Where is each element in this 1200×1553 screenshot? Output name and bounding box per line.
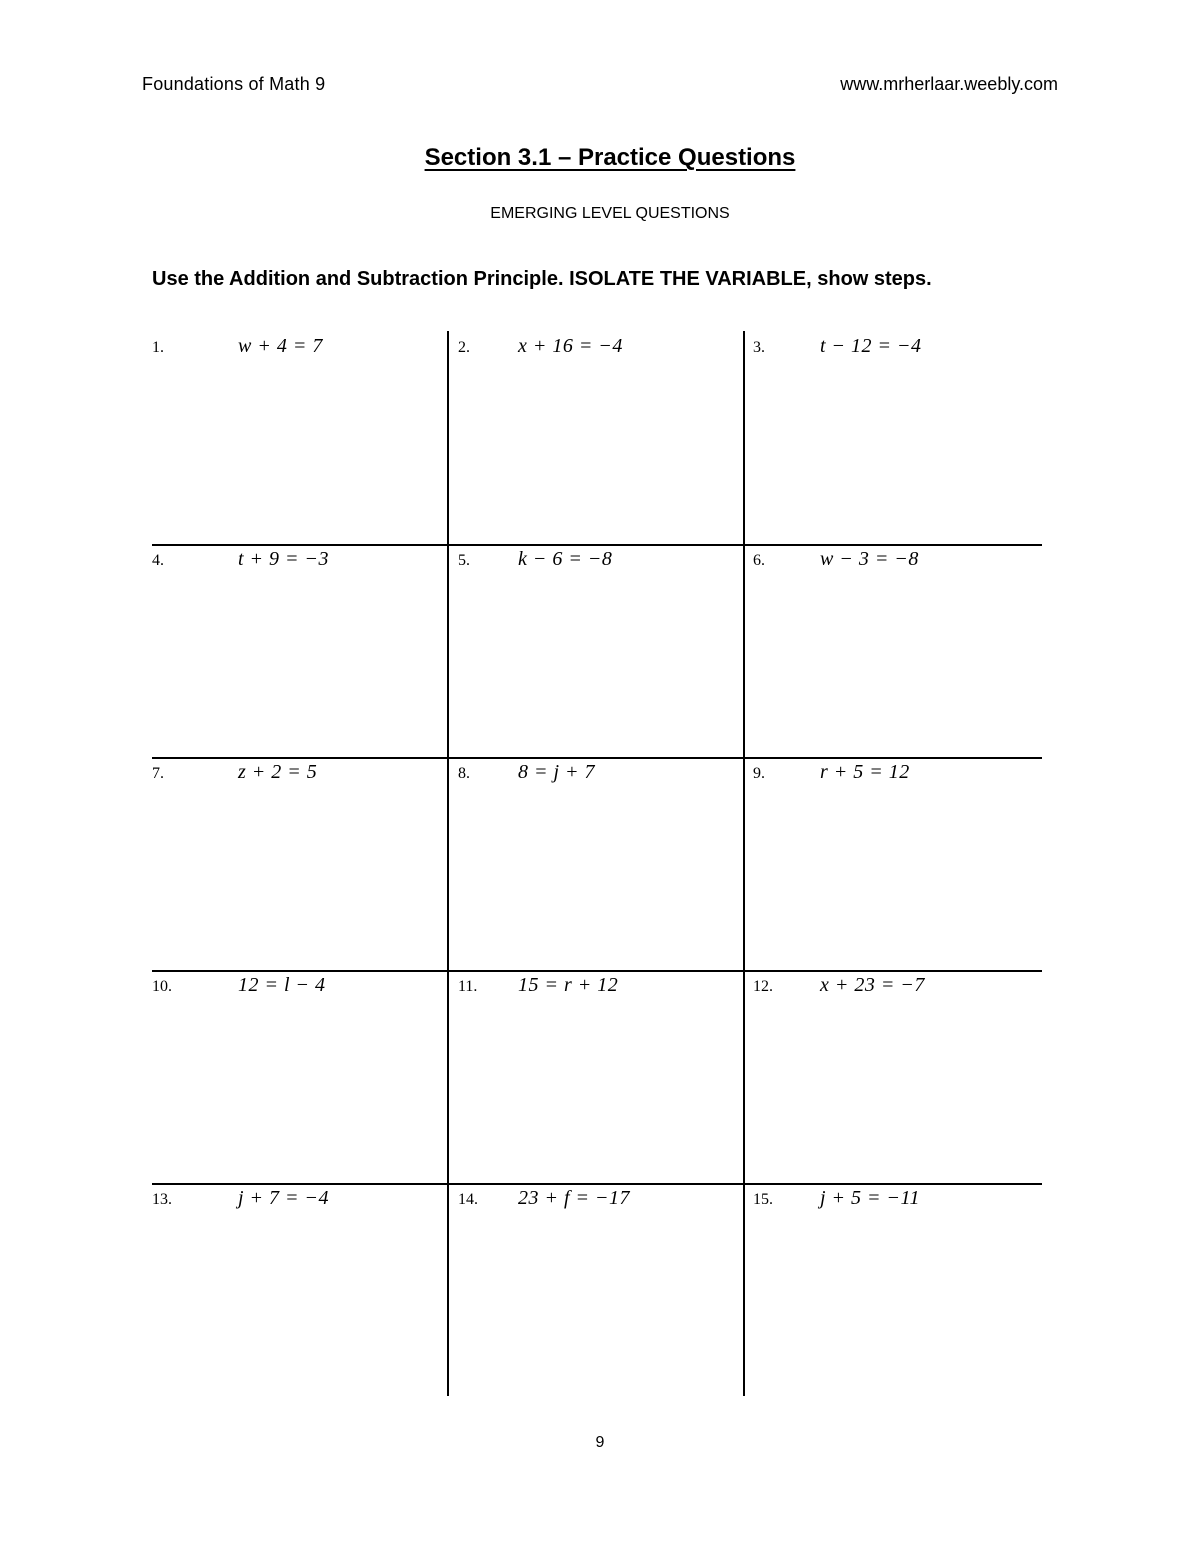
question-equation: j + 7 = −4	[238, 1187, 330, 1209]
question-equation: x + 23 = −7	[820, 974, 925, 996]
question-equation: w + 4 = 7	[238, 335, 323, 357]
question-number: 5.	[458, 552, 470, 569]
question-equation: 12 = l − 4	[238, 974, 326, 996]
question-equation: k − 6 = −8	[518, 548, 613, 570]
question-number: 4.	[152, 552, 164, 569]
question-cell	[744, 331, 1040, 544]
question-equation: j + 5 = −11	[820, 1187, 921, 1209]
question-number: 8.	[458, 765, 470, 782]
question-number: 1.	[152, 339, 164, 356]
question-equation: x + 16 = −4	[518, 335, 623, 357]
question-number: 6.	[753, 552, 765, 569]
question-cell	[744, 970, 1040, 1183]
question-equation: 23 + f = −17	[518, 1187, 631, 1209]
instructions: Use the Addition and Subtraction Principle. ISOLATE THE VARIABLE, show steps.	[152, 268, 932, 290]
question-cell	[152, 544, 448, 757]
question-number: 15.	[753, 1191, 773, 1208]
level-heading: EMERGING LEVEL QUESTIONS	[490, 205, 730, 222]
question-cell	[152, 757, 448, 970]
question-cell	[152, 970, 448, 1183]
question-equation: t − 12 = −4	[820, 335, 922, 357]
page-number: 9	[595, 1434, 605, 1451]
question-grid	[152, 331, 1042, 1396]
question-equation: r + 5 = 12	[820, 761, 910, 783]
header-website: www.mrherlaar.weebly.com	[840, 74, 1058, 94]
question-cell	[448, 757, 744, 970]
question-number: 7.	[152, 765, 164, 782]
question-cell	[744, 1183, 1040, 1396]
question-number: 12.	[753, 978, 773, 995]
header-course-title: Foundations of Math 9	[142, 74, 326, 94]
question-cell	[448, 1183, 744, 1396]
question-equation: z + 2 = 5	[238, 761, 318, 783]
question-equation: 8 = j + 7	[518, 761, 596, 783]
page-title: Section 3.1 – Practice Questions	[424, 144, 796, 171]
question-equation: 15 = r + 12	[518, 974, 619, 996]
question-equation: t + 9 = −3	[238, 548, 330, 570]
question-cell	[152, 331, 448, 544]
question-cell	[744, 544, 1040, 757]
question-number: 14.	[458, 1191, 478, 1208]
question-cell	[448, 970, 744, 1183]
question-cell	[744, 757, 1040, 970]
question-cell	[448, 331, 744, 544]
question-number: 3.	[753, 339, 765, 356]
question-equation: w − 3 = −8	[820, 548, 919, 570]
question-number: 10.	[152, 978, 172, 995]
question-number: 13.	[152, 1191, 172, 1208]
question-cell	[448, 544, 744, 757]
question-number: 9.	[753, 765, 765, 782]
question-cell	[152, 1183, 448, 1396]
question-number: 2.	[458, 339, 470, 356]
question-number: 11.	[458, 978, 478, 995]
